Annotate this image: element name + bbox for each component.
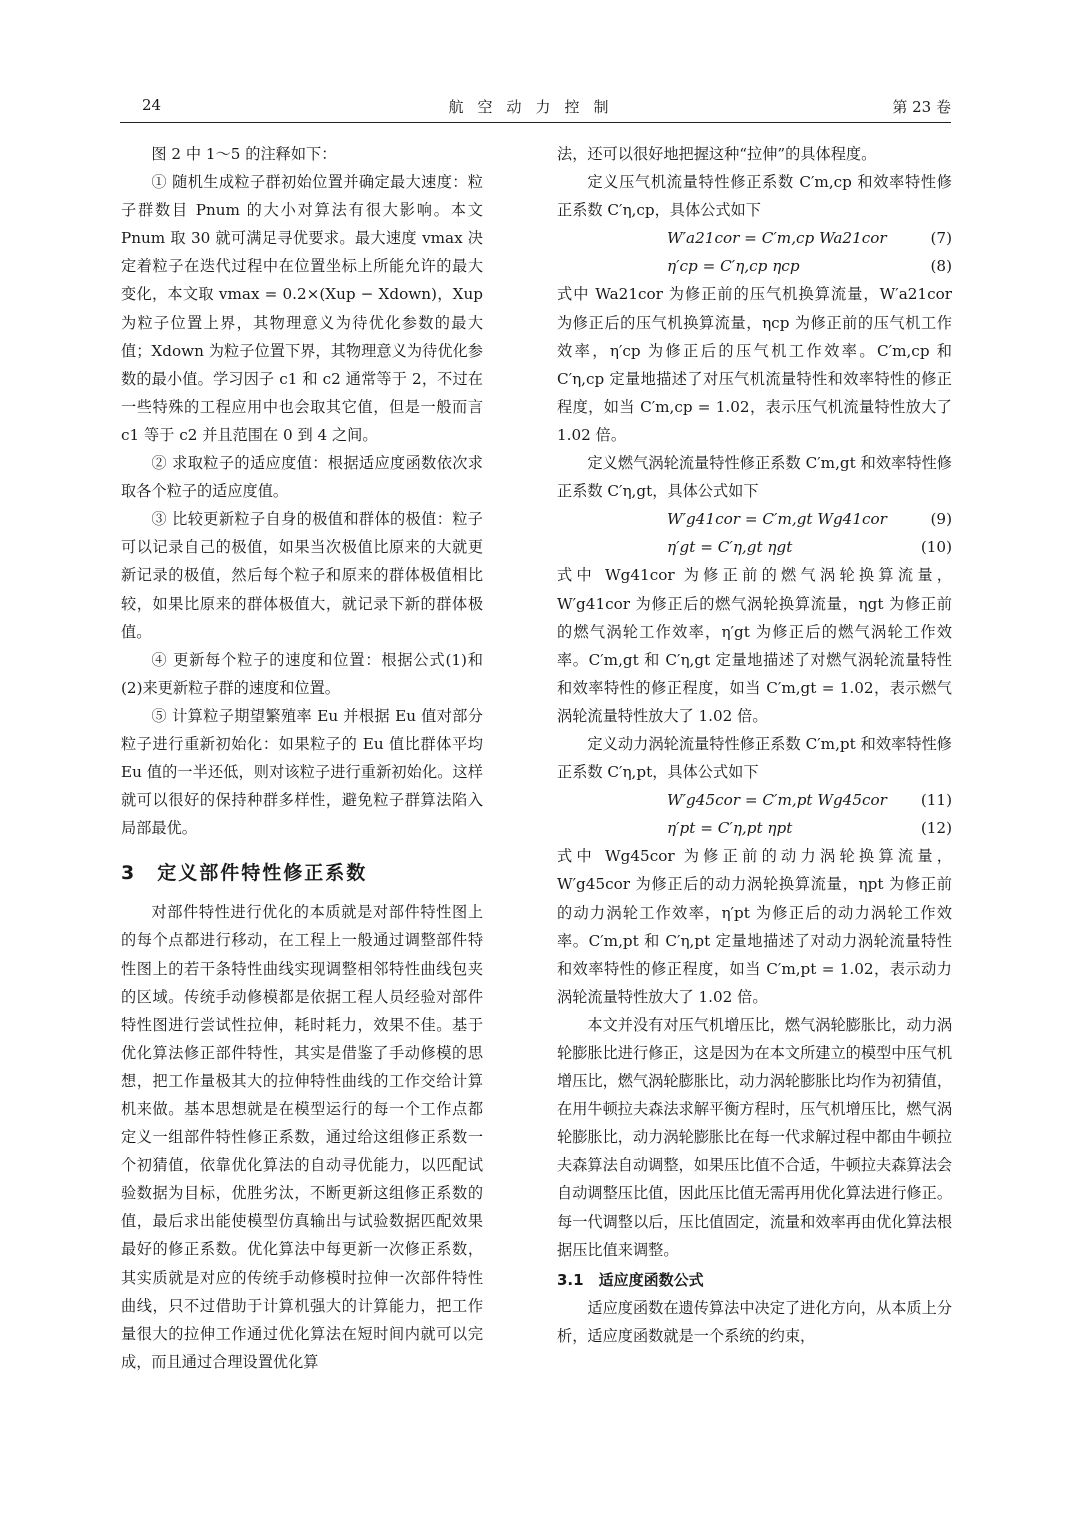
equation-formula: W′a21cor = C′m,cp Wa21cor	[667, 229, 887, 248]
equation-formula: η′gt = C′η,gt ηgt	[667, 538, 793, 557]
paragraph: ① 随机生成粒子群初始位置并确定最大速度：粒子群数目 Pnum 的大小对算法有很大影响。本文 Pnum 取 30 就可满足寻优要求。最大速度 vmax 决定着粒子在迭代过程中在位置坐标上所能允许的最大变化，本文取 vmax = 0.2×(Xup − Xdown)，Xup 为粒子位置上界，其物理意义为待优化参数的最大值；Xdown 为粒子位置下界，其物理意义为待优化参数的最小值。学习因子 c1 和 c2 通常等于 2，不过在一些特殊的工程应用中也会取其它值，但是一般而言 c1 等于 c2 并且范围在 0 到 4 之间。	[121, 173, 483, 444]
paragraph: 定义燃气涡轮流量特性修正系数 C′m,gt 和效率特性修正系数 C′η,gt，具体公式如下	[557, 454, 952, 501]
paragraph: ④ 更新每个粒子的速度和位置：根据公式(1)和(2)来更新粒子群的速度和位置。	[121, 650, 483, 697]
paragraph: 式中 Wg41cor 为修正前的燃气涡轮换算流量，W′g41cor 为修正后的燃气涡轮换算流量，ηgt 为修正前的燃气涡轮工作效率，η′gt 为修正后的燃气涡轮工作效率。C′m,gt 和 C′η,gt 定量地描述了对燃气涡轮流量特性和效率特性的修正程度，如当 C′m,gt = 1.02，表示燃气涡轮流量特性放大了 1.02 倍。	[557, 566, 952, 725]
equation-number: (11)	[920, 791, 952, 810]
equation-number: (7)	[930, 229, 952, 248]
equation-number: (8)	[930, 257, 952, 276]
journal-title: 航空动力控制	[448, 98, 623, 116]
left-column	[121, 140, 483, 1376]
paragraph: 定义动力涡轮流量特性修正系数 C′m,pt 和效率特性修正系数 C′η,pt，具体公式如下	[557, 734, 952, 782]
paragraph: 图 2 中 1～5 的注释如下：	[151, 145, 337, 163]
page-number: 24	[142, 96, 162, 114]
paragraph: 定义压气机流量特性修正系数 C′m,cp 和效率特性修正系数 C′η,cp，具体公式如下	[557, 173, 952, 220]
paragraph: ② 求取粒子的适应度值：根据适应度函数依次求取各个粒子的适应度值。	[121, 454, 483, 501]
paragraph: ⑤ 计算粒子期望繁殖率 Eu 并根据 Eu 值对部分粒子进行重新初始化：如果粒子的 Eu 值比群体平均 Eu 值的一半还低，则对该粒子进行重新初始化。这样就可以很好的保持种群多样性，避免粒子群算法陷入局部最优。	[121, 706, 483, 838]
paragraph: 适应度函数在遗传算法中决定了进化方向，从本质上分析，适应度函数就是一个系统的约束，	[557, 1298, 952, 1345]
paragraph: 式中 Wa21cor 为修正前的压气机换算流量，W′a21cor 为修正后的压气机换算流量，ηcp 为修正前的压气机工作效率，η′cp 为修正后的压气机工作效率。C′m,cp 和 C′η,cp 定量地描述了对压气机流量特性和效率特性的修正程度，如当 C′m,cp = 1.02，表示压气机流量特性放大了 1.02 倍。	[557, 285, 952, 444]
section-heading: 3 定义部件特性修正系数	[121, 862, 368, 885]
paragraph: 式中 Wg45cor 为修正前的动力涡轮换算流量，W′g45cor 为修正后的动力涡轮换算流量，ηpt 为修正前的动力涡轮工作效率，η′pt 为修正后的动力涡轮工作效率。C′m,pt 和 C′η,pt 定量地描述了对动力涡轮流量特性和效率特性的修正程度，如当 C′m,pt = 1.02，表示动力涡轮流量特性放大了 1.02 倍。	[557, 847, 952, 1006]
right-column	[557, 140, 952, 1350]
equation	[557, 814, 952, 842]
paragraph: ③ 比较更新粒子自身的极值和群体的极值：粒子可以记录自己的极值，如果当次极值比原来的大就更新记录的极值，然后每个粒子和原来的群体极值相比较，如果比原来的群体极值大，就记录下新的群体极值。	[121, 510, 483, 641]
equation	[557, 533, 952, 561]
equation-formula: W′g45cor = C′m,pt Wg45cor	[667, 791, 887, 810]
paragraph: 对部件特性进行优化的本质就是对部件特性图上的每个点都进行移动，在工程上一般通过调整部件特性图上的若干条特性曲线实现调整相邻特性曲线包夹的区域。传统手动修模都是依据工程人员经验对部件特性图进行尝试性拉伸，耗时耗力，效果不佳。基于优化算法修正部件特性，其实是借鉴了手动修模的思想，把工作量极其大的拉伸特性曲线的工作交给计算机来做。基本思想就是在模型运行的每一个工作点都定义一组部件特性修正系数，通过给这组修正系数一个初猜值，依靠优化算法的自动寻优能力，以匹配试验数据为目标，优胜劣汰，不断更新这组修正系数的值，最后求出能使模型仿真输出与试验数据匹配效果最好的修正系数。优化算法中每更新一次修正系数，其实质就是对应的传统手动修模时拉伸一次部件特性曲线，只不过借助于计算机强大的计算能力，把工作量很大的拉伸工作通过优化算法在短时间内就可以完成，而且通过合理设置优化算	[121, 903, 483, 1371]
equation-number: (9)	[930, 510, 952, 529]
equation	[557, 252, 952, 280]
equation-number: (12)	[920, 819, 952, 838]
equation-number: (10)	[920, 538, 952, 557]
paragraph: 法，还可以很好地把握这种“拉伸”的具体程度。	[557, 145, 877, 163]
equation-formula: η′cp = C′η,cp ηcp	[667, 257, 800, 276]
subsection-heading: 3.1 适应度函数公式	[557, 1270, 704, 1289]
equation	[557, 505, 952, 533]
equation-formula: W′g41cor = C′m,gt Wg41cor	[667, 510, 887, 529]
equation-formula: η′pt = C′η,pt ηpt	[667, 819, 793, 838]
paragraph: 本文并没有对压气机增压比，燃气涡轮膨胀比，动力涡轮膨胀比进行修正，这是因为在本文所建立的模型中压气机增压比，燃气涡轮膨胀比，动力涡轮膨胀比均作为初猜值，在用牛顿拉夫森法求解平衡方程时，压气机增压比，燃气涡轮膨胀比，动力涡轮膨胀比在每一代求解过程中都由牛顿拉夫森算法自动调整，如果压比值不合适，牛顿拉夫森算法会自动调整压比值，因此压比值无需再用优化算法进行修正。每一代调整以后，压比值固定，流量和效率再由优化算法根据压比值来调整。	[557, 1015, 952, 1259]
equation	[557, 224, 952, 252]
running-header	[120, 96, 951, 123]
volume-label: 第 23 卷	[892, 98, 951, 116]
equation	[557, 786, 952, 814]
